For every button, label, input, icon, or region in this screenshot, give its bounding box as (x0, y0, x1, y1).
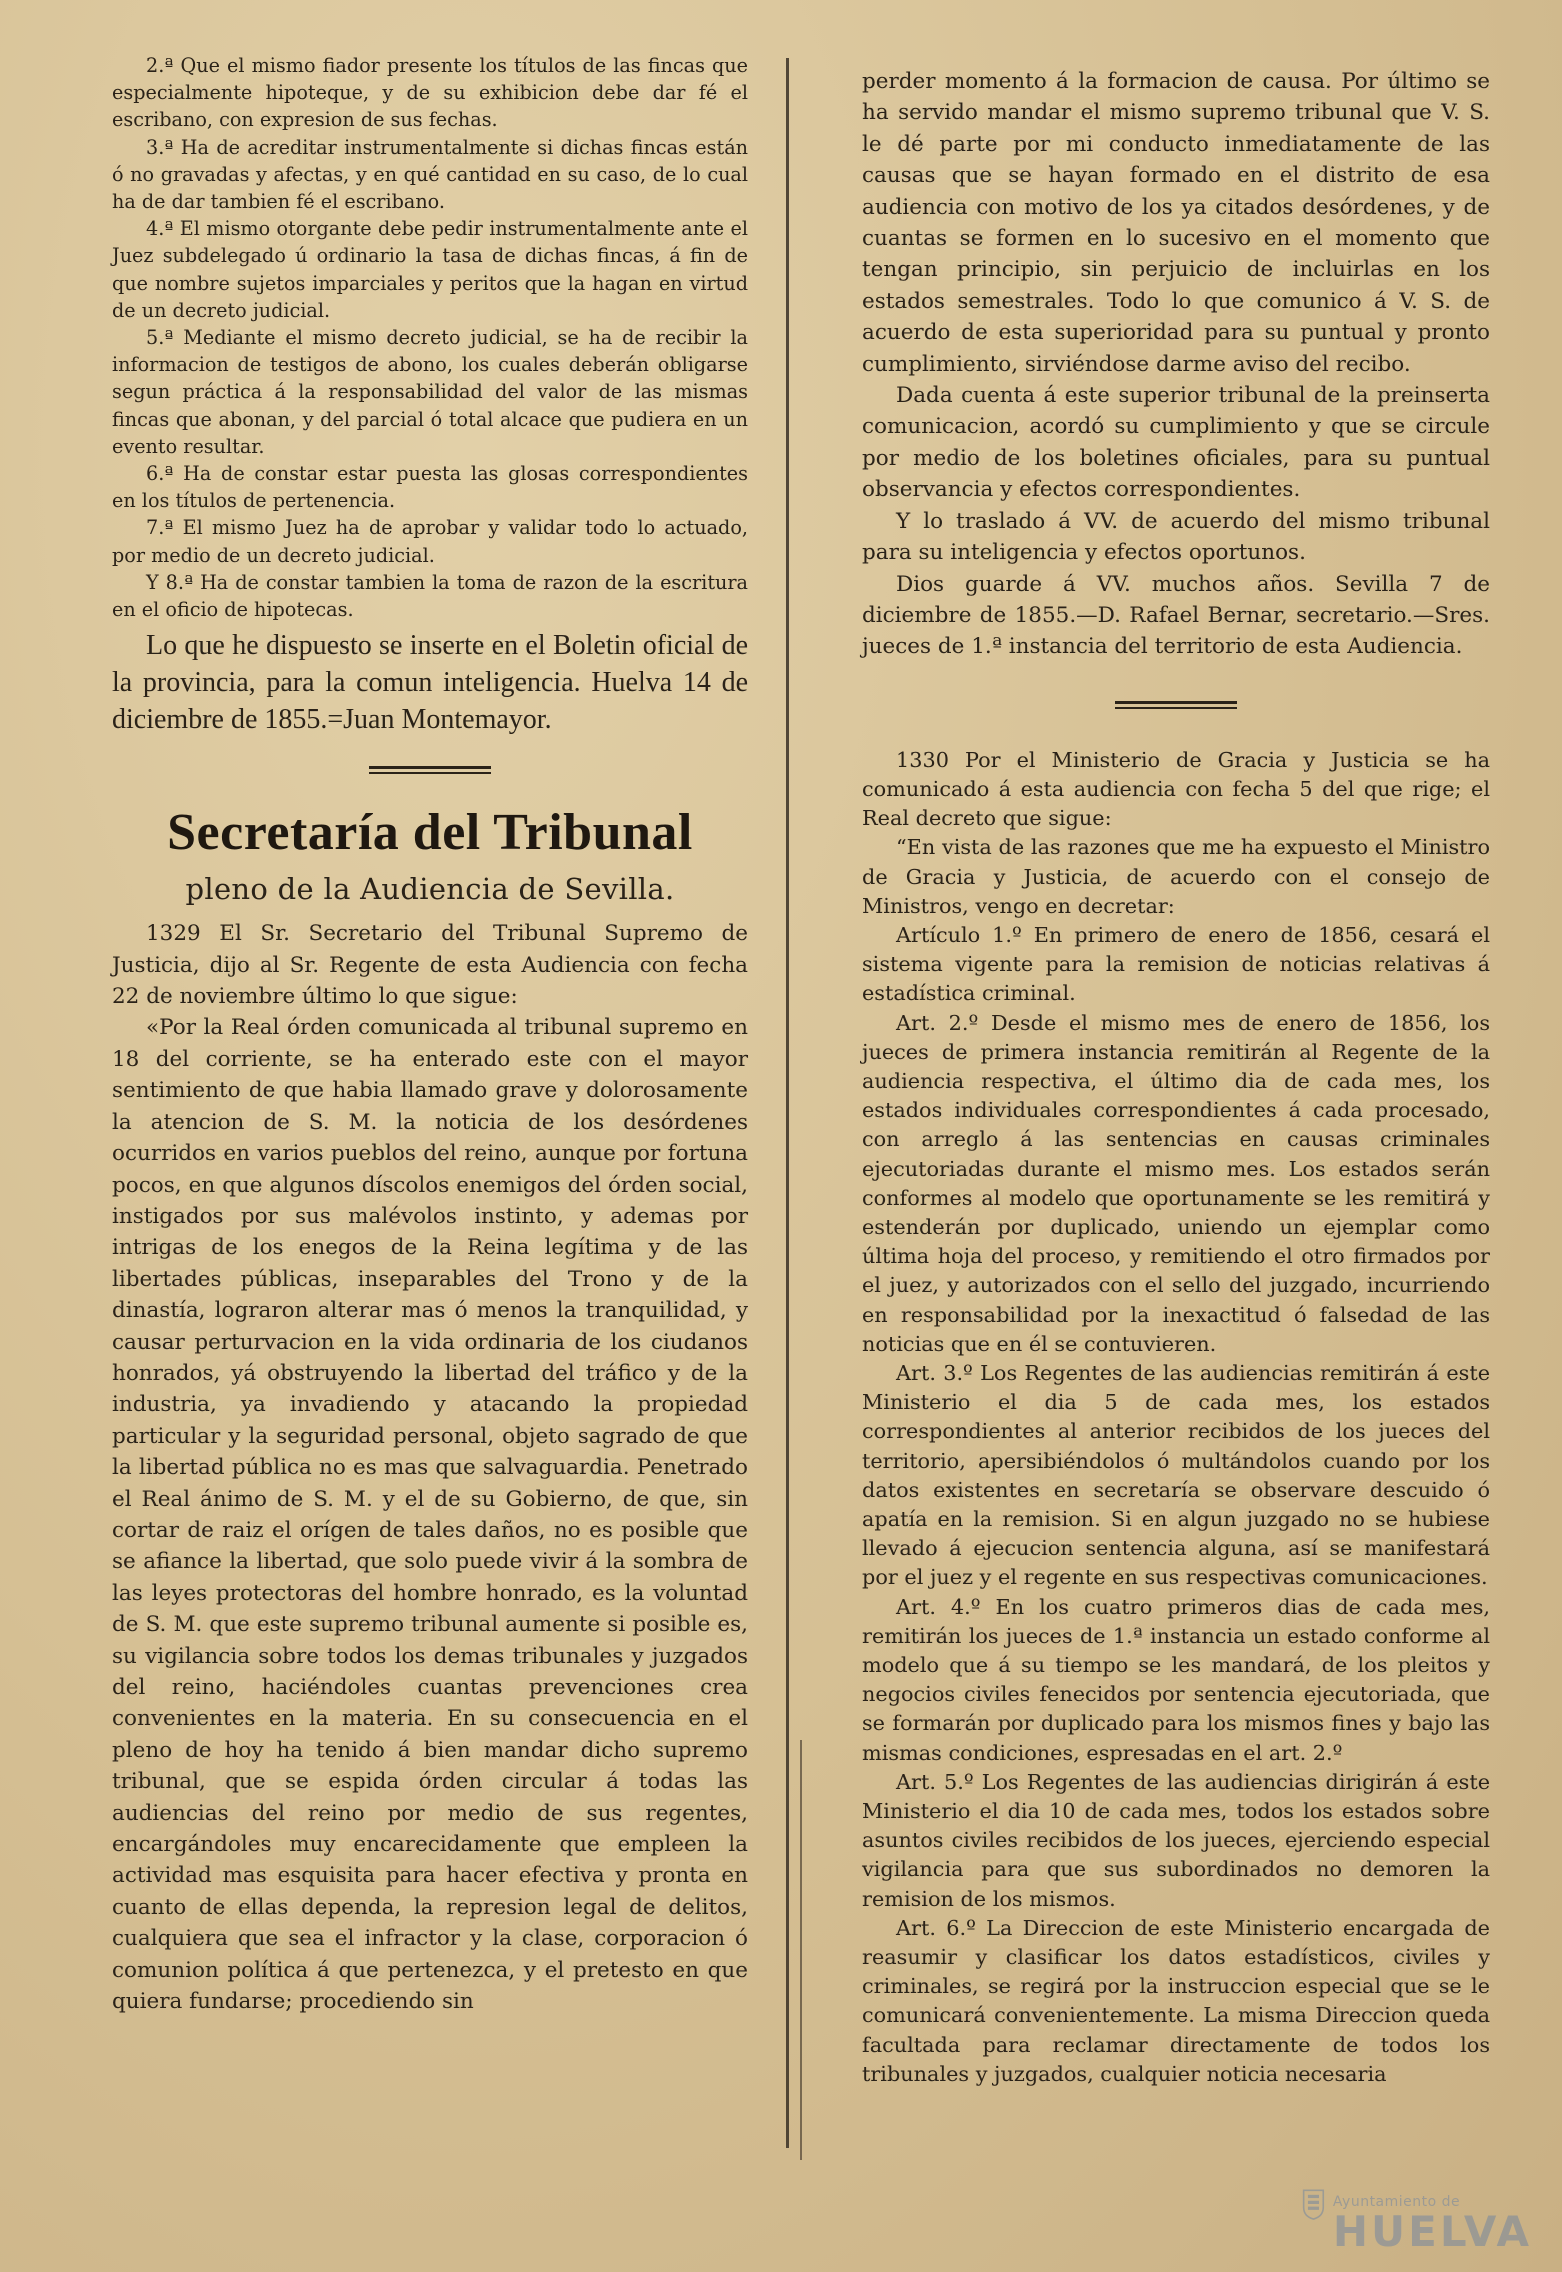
shield-icon (1302, 2154, 1325, 2254)
condition-item: 3.ª Ha de acreditar instrumentalmente si dichas fincas están ó no gravadas y afectas, y en qué cantidad en su caso, de lo cual ha de dar tambien fé el escribano. (112, 135, 748, 214)
column-divider (786, 58, 789, 2148)
condition-item: 4.ª El mismo otorgante debe pedir instrumentalmente ante el Juez subdelegado ú ordinario la tasa de dichas fincas, á fin de que nombre sujetos imparciales y peritos que la hagan en virtud de un decreto judicial. (112, 217, 748, 322)
condition-item: 2.ª Que el mismo fiador presente los títulos de las fincas que especialmente hipoteque, y de su exhibicion debe dar fé el escribano, con expresion de sus fechas. (112, 54, 748, 132)
section-rule (369, 766, 491, 775)
continuation-paragraph: perder momento á la formacion de causa. Por último se ha servido mandar el mismo supremo tribunal que V. S. le dé parte por mi conducto inmediatamente de las causas que se hayan formado en el distrito de esa audiencia con motivo de los ya citados desórdenes, y de cuantas se formen en lo sucesivo en el momento que tengan principio, sin perjuicio de incluirlas en los estados semestrales. Todo lo que comunico á V. S. de acuerdo de esta superioridad para su puntual y pronto cumplimiento, sirviéndose darme aviso del recibo. (862, 69, 1490, 377)
condition-item: Y 8.ª Ha de constar tambien la toma de razon de la escritura en el oficio de hipotecas. (112, 570, 748, 622)
decree-article: Artículo 1.º En primero de enero de 1856, cesará el sistema vigente para la remision de noticias relativas á estadística criminal. (862, 922, 1490, 1006)
section-subtitle: pleno de la Audiencia de Sevilla. (185, 872, 675, 907)
conditions-list (112, 52, 748, 623)
decree-article: Art. 5.º Los Regentes de las audiencias dirigirán á este Ministerio el dia 10 de cada mes, todos los estados sobre asuntos civiles recibidos de los jueces, ejerciendo especial vigilancia para que sus subordinados no demoren la remision de los mismos. (862, 1769, 1490, 1911)
watermark-top: Ayuntamiento de (1332, 2194, 1461, 2210)
article-1329-body: «Por la Real órden comunicada al tribunal supremo en 18 del corriente, se ha enterado este con el mayor sentimiento de que habia llamado grave y dolorosamente la atencion de S. M. la noticia de los desórdenes ocurridos en varios pueblos del reino, aunque por fortuna pocos, en que algunos díscolos enemigos del órden social, instigados por sus malévolos instinto, y ademas por intrigas de los enegos de la Reina legítima y de las libertades públicas, inseparables del Trono y de la dinastía, lograron alterar mas ó menos la tranquilidad, y causar perturvacion en la vida ordinaria de los ciudanos honrados, yá obstruyendo la libertad del tráfico y de la industria, ya invadiendo y atacando la propiedad particular y la seguridad personal, objeto sagrado de que la libertad pública no es mas que salvaguardia. Penetrado el Real ánimo de S. M. y el de su Gobierno, de que, sin cortar de raiz el orígen de tales daños, no es posible que se afiance la libertad, que solo puede vivir á la sombra de las leyes protectoras del hombre honrado, es la voluntad de S. M. que este supremo tribunal aumente si posible es, su vigilancia sobre todos los demas tribunales y juzgados del reino, haciéndoles cuantas prevenciones crea convenientes en la materia. En su consecuencia en el pleno de hoy ha tenido á bien mandar dicho supremo tribunal, que se espida órden circular á todas las audiencias del reino por medio de sus regentes, encargándoles muy encarecidamente que empleen la actividad mas esquisita para hacer efectiva y pronta en cuanto de ellas dependa, la represion legal de delitos, cualquiera que sea el infractor y la clase, corporacion ó comunion política á que pertenezca, y el pretesto en que quiera fundarse; procediendo sin (112, 1015, 748, 2015)
article-1330-intro: 1330 Por el Ministerio de Gracia y Justicia se ha comunicado á esta audiencia con fecha 5 del que rige; el Real decreto que sigue: (862, 747, 1490, 831)
article-1329 (112, 918, 748, 2017)
section-rule-right (1115, 701, 1237, 710)
section-title: Secretaría del Tribunal (167, 804, 693, 862)
watermark-bottom: HUELVA (1332, 2207, 1532, 2256)
signature-paragraph: Dios guarde á VV. muchos años. Sevilla 7 de diciembre de 1855.—D. Rafael Bernar, secretario.—Sres. jueces de 1.ª instancia del territorio de esta Audiencia. (862, 571, 1490, 660)
condition-item: 6.ª Ha de constar estar puesta las glosas correspondientes en los títulos de pertenencia. (112, 462, 748, 513)
condition-item: 7.ª El mismo Juez ha de aprobar y validar todo lo actuado, por medio de un decreto judicial. (112, 516, 748, 567)
ayuntamiento-watermark (1302, 2136, 1532, 2254)
column-divider-lower (800, 1740, 802, 2160)
paragraph: Y lo traslado á VV. de acuerdo del mismo tribunal para su inteligencia y efectos oportunos. (862, 508, 1490, 566)
right-column (862, 66, 1490, 2089)
closing-paragraph: Lo que he dispuesto se inserte en el Boletin oficial de la provincia, para la comun inteligencia. Huelva 14 de diciembre de 1855.=Juan Montemayor. (112, 630, 748, 736)
decree-article: Art. 4.º En los cuatro primeros dias de cada mes, remitirán los jueces de 1.ª instancia un estado conforme al modelo que á su tiempo se les mandará, de los pleitos y negocios civiles fenecidos por sentencia ejecutoriada, que se formarán por duplicado para los mismos fines y bajo las mismas condiciones, espresadas en el art. 2.º (862, 1594, 1490, 1765)
condition-item: 5.ª Mediante el mismo decreto judicial, se ha de recibir la informacion de testigos de abono, los cuales deberán obligarse segun práctica á la responsabilidad del valor de las mismas fincas que abonan, y del parcial ó total alcace que pudiera en un evento resultar. (112, 326, 748, 458)
continuation-block (862, 66, 1490, 663)
paragraph: Dada cuenta á este superior tribunal de la preinserta comunicacion, acordó su cumplimiento y que se circule por medio de los boletines oficiales, para su puntual observancia y efectos correspondientes. (862, 383, 1490, 503)
article-1329-intro: 1329 El Sr. Secretario del Tribunal Supremo de Justicia, dijo al Sr. Regente de esta Audiencia con fecha 22 de noviembre último lo que sigue: (112, 921, 748, 1010)
watermark-text (1333, 2194, 1532, 2254)
decree-intro: “En vista de las razones que me ha expuesto el Ministro de Gracia y Justicia, de acuerdo con el consejo de Ministros, vengo en decretar: (862, 835, 1490, 918)
decree-article: Art. 6.º La Direccion de este Ministerio encargada de reasumir y clasificar los datos estadísticos, civiles y criminales, se regirá por la instruccion especial que se le comunicará convenientemente. La misma Direccion queda facultada para reclamar directamente de todos los tribunales y juzgados, cualquier noticia necesaria (862, 1915, 1490, 2086)
decree-article: Art. 2.º Desde el mismo mes de enero de 1856, los jueces de primera instancia remitirán al Regente de la audiencia respectiva, el último dia de cada mes, los estados individuales correspondientes á cada procesado, con arreglo á las sentencias en causas criminales ejecutoriadas durante el mismo mes. Los estados serán conformes al modelo que oportunamente se les remitirá y estenderán por duplicado, uniendo un ejemplar como última hoja del proceso, y remitiendo el otro firmados por el juez, y autorizados con el sello del juzgado, incurriendo en responsabilidad por la inexactitud ó falsedad de las noticias que en él se contuvieren. (862, 1010, 1490, 1356)
article-1330 (862, 746, 1490, 2089)
decree-article: Art. 3.º Los Regentes de las audiencias remitirán á este Ministerio el dia 5 de cada mes, los estados correspondientes al anterior recibidos de los jueces del territorio, apersibiéndolos ó multándolos cuando por los datos existentes en secretaría se observare descuido ó apatía en la remision. Si en algun juzgado no se hubiese llevado á ejecucion sentencia alguna, así se manifestará por el juez y el regente en sus respectivas comunicaciones. (862, 1360, 1490, 1590)
left-column (112, 52, 748, 2017)
closing-block (112, 627, 748, 738)
